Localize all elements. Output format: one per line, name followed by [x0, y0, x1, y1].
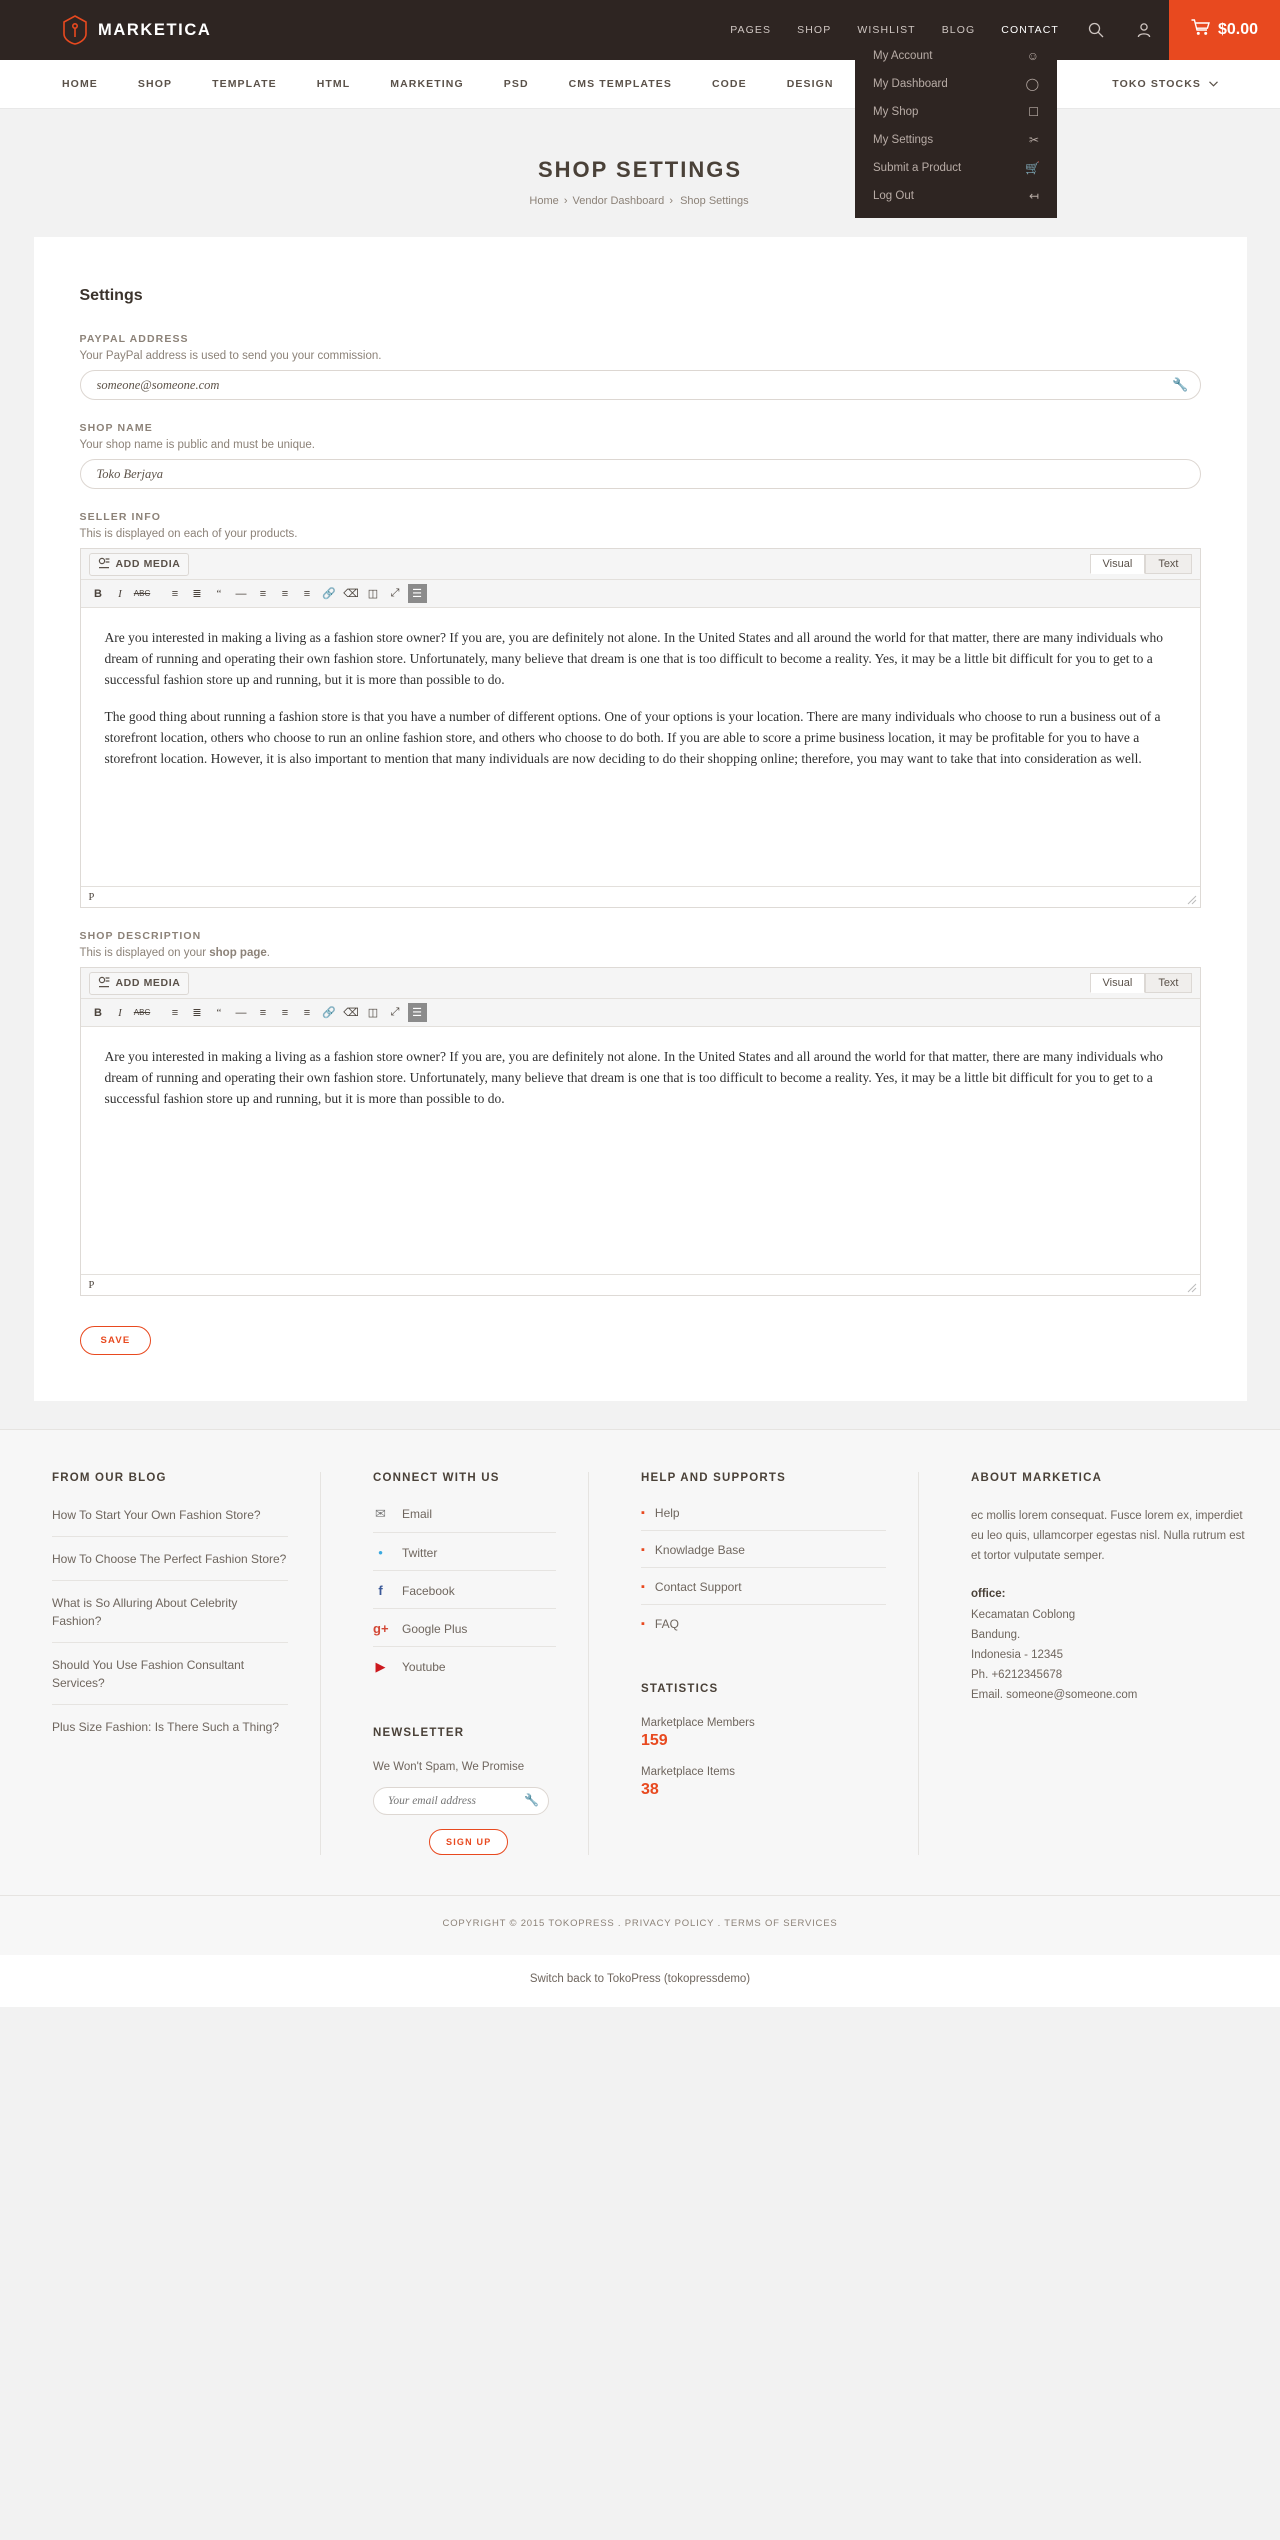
- footer-statistics-heading: STATISTICS: [641, 1683, 719, 1695]
- office-label: office:: [971, 1588, 1006, 1601]
- breadcrumb-separator: ›: [669, 195, 674, 207]
- footer-about-heading: ABOUT MARKETICA: [971, 1472, 1103, 1484]
- nav-item-marketing[interactable]: MARKETING: [390, 78, 464, 90]
- paypal-label: PAYPAL ADDRESS: [79, 333, 189, 345]
- bullet-icon: ▪: [641, 1544, 645, 1556]
- resize-handle[interactable]: [1187, 1283, 1197, 1293]
- seller-info-paragraph: Are you interested in making a living as a fashion store owner? If you are, you are definitely not alone. In the United States and all around the world for that matter, there are many individuals who dream of running and operating their own fashion store. Unfortunately, many believe that dream is one that is too difficult to become a reality. Yes, it may be a little bit difficult for you to get to a successful fashion store up and running, but it is more than possible to do.: [104, 630, 1164, 687]
- shop-description-status-bar: [81, 1274, 1200, 1295]
- help-link-contact-support[interactable]: [641, 1580, 886, 1605]
- shop-description-help: [80, 947, 1201, 959]
- settings-card: [34, 237, 1247, 1401]
- shop-description-paragraph: Are you interested in making a living as a fashion store owner? If you are, you are definitely not alone. In the United States and all around the world for that matter, there are many individuals who dream of running and operating their own fashion store. Unfortunately, many believe that dream is one that is too difficult to become a reality. Yes, it may be a little bit difficult for you to get to a successful fashion store up and running, but it is more than possible to do.: [104, 1049, 1164, 1106]
- shop-description-editor-tabs: [1090, 973, 1192, 993]
- nav-item-code[interactable]: CODE: [711, 78, 747, 90]
- logo-text: MARKETICA: [98, 20, 212, 39]
- footer-connect-column: [320, 1472, 588, 1855]
- account-dropdown-menu: [855, 36, 1057, 218]
- social-link-google-plus[interactable]: [373, 1621, 556, 1647]
- blockquote-icon[interactable]: “: [216, 1006, 222, 1019]
- shop-page-link[interactable]: shop page: [209, 947, 267, 959]
- shop-name-help: Your shop name is public and must be unique.: [79, 439, 315, 451]
- seller-info-label: SELLER INFO: [79, 511, 162, 523]
- social-label: Twitter: [402, 1545, 438, 1560]
- youtube-icon: ▶: [375, 1659, 386, 1674]
- page-title: SHOP SETTINGS: [537, 157, 743, 182]
- toko-stocks-menu[interactable]: [1112, 78, 1280, 90]
- newsletter-subtitle: We Won't Spam, We Promise: [373, 1761, 525, 1773]
- link-icon[interactable]: 🔗: [322, 588, 336, 600]
- bullet-icon: ▪: [641, 1507, 645, 1519]
- site-footer: [0, 1429, 1280, 1895]
- nav-item-cms-templates[interactable]: CMS TEMPLATES: [568, 78, 672, 90]
- footer-blog-column: [0, 1472, 320, 1855]
- shop-description-toolbar: [81, 999, 1200, 1027]
- topnav-item-contact[interactable]: CONTACT: [1001, 24, 1059, 36]
- toko-stocks-label: TOKO STOCKS: [1112, 78, 1201, 90]
- topnav-item-wishlist[interactable]: WISHLIST: [857, 24, 916, 36]
- tab-visual[interactable]: Visual: [1090, 973, 1146, 993]
- add-media-label: ADD MEDIA: [115, 558, 181, 570]
- social-link-twitter[interactable]: [373, 1545, 556, 1571]
- search-icon[interactable]: [1085, 19, 1107, 41]
- strikethrough-icon[interactable]: ABC: [133, 589, 151, 598]
- align-right-icon[interactable]: ≡: [303, 587, 311, 600]
- footer-newsletter-heading: NEWSLETTER: [373, 1727, 465, 1739]
- toolbar-toggle-icon[interactable]: ☰: [408, 584, 427, 603]
- help-label: Contact Support: [654, 1580, 742, 1594]
- menu-item-label: My Shop: [873, 106, 919, 118]
- numbered-list-icon[interactable]: ≣: [192, 1007, 202, 1019]
- shop-description-help-suffix: .: [266, 947, 270, 959]
- menu-item-label: Log Out: [873, 190, 914, 202]
- footer-help-heading: HELP AND SUPPORTS: [641, 1472, 787, 1484]
- shop-name-field-wrap: [80, 459, 1201, 489]
- user-icon[interactable]: [1133, 19, 1155, 41]
- breadcrumb: [0, 195, 1280, 207]
- scissors-icon: ✂: [1028, 133, 1039, 147]
- seller-info-status-bar: [81, 886, 1200, 907]
- topnav-item-shop[interactable]: SHOP: [797, 24, 832, 36]
- office-block: [971, 1584, 1248, 1705]
- bulleted-list-icon[interactable]: ≡: [171, 1006, 179, 1019]
- path-indicator: P: [88, 891, 95, 903]
- footer-blog-item[interactable]: What is So Alluring About Celebrity Fashion?: [52, 1594, 288, 1643]
- menu-item-submit-a-product[interactable]: [855, 154, 1057, 182]
- cart-icon: 🛒: [1025, 161, 1040, 175]
- nav-item-design[interactable]: DESIGN: [786, 78, 834, 90]
- user-icon: ☺: [1026, 49, 1039, 63]
- settings-heading: Settings: [79, 287, 143, 304]
- menu-item-label: My Account: [873, 50, 933, 62]
- stat-value-members: 159: [641, 1732, 668, 1749]
- fullscreen-icon[interactable]: ⤢: [390, 1006, 400, 1018]
- toolbar-separator: [155, 584, 163, 603]
- toolbar-toggle-icon[interactable]: ☰: [408, 1003, 427, 1022]
- footer-blog-item[interactable]: Should You Use Fashion Consultant Services?: [52, 1656, 288, 1705]
- switch-back-bar[interactable]: [0, 1955, 1280, 2007]
- bullet-icon: ▪: [641, 1618, 645, 1630]
- seller-info-content[interactable]: [81, 608, 1200, 886]
- unlink-icon[interactable]: ⌫: [343, 588, 359, 600]
- wrench-icon: 🔧: [524, 1793, 539, 1807]
- menu-item-my-dashboard[interactable]: [855, 70, 1057, 98]
- menu-item-log-out[interactable]: [855, 182, 1057, 210]
- media-icon: [98, 557, 110, 572]
- cart-button[interactable]: [1169, 0, 1280, 60]
- paypal-field-wrap: [80, 370, 1201, 400]
- breadcrumb-current: Shop Settings: [680, 195, 749, 207]
- shop-description-editor: [80, 967, 1201, 1296]
- insert-more-icon[interactable]: ◫: [367, 588, 379, 600]
- social-link-youtube[interactable]: [373, 1659, 556, 1685]
- help-link-faq[interactable]: [641, 1617, 886, 1641]
- facebook-icon: f: [378, 1583, 383, 1598]
- add-media-button[interactable]: [89, 972, 190, 995]
- breadcrumb-home[interactable]: Home: [529, 195, 559, 207]
- unlink-icon[interactable]: ⌫: [343, 1007, 359, 1019]
- help-label: Help: [654, 1506, 680, 1520]
- tab-text[interactable]: Text: [1145, 973, 1191, 993]
- help-label: FAQ: [654, 1617, 679, 1631]
- align-left-icon[interactable]: ≡: [259, 587, 267, 600]
- wrench-icon: 🔧: [1172, 377, 1189, 392]
- stat-label-items: Marketplace Items: [641, 1766, 735, 1778]
- help-label: Knowladge Base: [654, 1543, 745, 1557]
- save-button[interactable]: SAVE: [80, 1326, 152, 1355]
- newsletter-input-wrap: [373, 1787, 549, 1815]
- nav-item-template[interactable]: TEMPLATE: [212, 78, 277, 90]
- stat-value-items: 38: [641, 1781, 659, 1798]
- horizontal-rule-icon[interactable]: —: [235, 1006, 247, 1019]
- seller-info-editor: [80, 548, 1201, 908]
- nav-item-home[interactable]: HOME: [62, 78, 98, 90]
- office-line: Bandung.: [971, 1628, 1021, 1641]
- resize-handle[interactable]: [1187, 895, 1197, 905]
- copyright-bar: COPYRIGHT © 2015 TOKOPRESS . PRIVACY POLICY . TERMS OF SERVICES: [0, 1895, 1280, 1955]
- media-icon: [98, 976, 110, 991]
- newsletter-email-input[interactable]: [373, 1787, 549, 1815]
- cart-total: $0.00: [1217, 21, 1258, 38]
- align-right-icon[interactable]: ≡: [303, 1006, 311, 1019]
- footer-blog-item[interactable]: How To Choose The Perfect Fashion Store?: [52, 1550, 288, 1581]
- align-center-icon[interactable]: ≡: [281, 1006, 289, 1019]
- main-navigation: [0, 60, 1280, 109]
- fullscreen-icon[interactable]: ⤢: [390, 587, 400, 599]
- office-line: Ph. +6212345678: [971, 1668, 1063, 1681]
- italic-icon[interactable]: I: [118, 587, 122, 600]
- align-center-icon[interactable]: ≡: [281, 587, 289, 600]
- stat-label-members: Marketplace Members: [641, 1717, 755, 1729]
- bold-icon[interactable]: B: [94, 1006, 102, 1019]
- chevron-down-icon: [1209, 78, 1218, 90]
- google-plus-icon: g+: [373, 1621, 389, 1636]
- social-link-email[interactable]: [373, 1506, 556, 1533]
- breadcrumb-separator: ›: [563, 195, 568, 207]
- shop-name-label: SHOP NAME: [79, 422, 153, 434]
- tab-visual[interactable]: Visual: [1090, 554, 1146, 574]
- shop-description-content[interactable]: [81, 1027, 1200, 1274]
- paypal-help: Your PayPal address is used to send you your commission.: [79, 350, 382, 362]
- tab-text[interactable]: Text: [1145, 554, 1191, 574]
- seller-info-editor-topbar: [81, 549, 1200, 580]
- menu-item-my-shop[interactable]: [855, 98, 1057, 126]
- social-label: Youtube: [402, 1660, 446, 1674]
- menu-item-my-account[interactable]: [855, 42, 1057, 70]
- site-logo[interactable]: [0, 15, 211, 45]
- social-label: Email: [402, 1507, 433, 1521]
- help-link-knowledge-base[interactable]: [641, 1543, 886, 1568]
- social-link-facebook[interactable]: [373, 1583, 556, 1609]
- bullet-icon: ▪: [641, 1581, 645, 1593]
- path-indicator: P: [88, 1279, 95, 1291]
- blockquote-icon[interactable]: “: [216, 587, 222, 600]
- breadcrumb-vendor-dashboard[interactable]: Vendor Dashboard: [572, 195, 665, 207]
- office-line: Indonesia - 12345: [971, 1648, 1064, 1661]
- nav-item-shop[interactable]: SHOP: [137, 78, 173, 90]
- bold-icon[interactable]: B: [94, 587, 102, 600]
- bulleted-list-icon[interactable]: ≡: [171, 587, 179, 600]
- tag-icon: [62, 15, 88, 45]
- shop-description-help-prefix: This is displayed on your: [79, 947, 207, 959]
- seller-info-paragraph: The good thing about running a fashion store is that you have a number of different options. One of your options is your location. There are many individuals who choose to run a business out of a storefront location, others who choose to run an online fashion store, and others who choose to do both. If you are able to score a prime business location, it may be profitable for you to have a storefront location. However, it is also important to mention that many individuals are now deciding to do their shopping online; therefore, you may want to take that into consideration as well.: [104, 708, 1161, 766]
- topnav-item-pages[interactable]: PAGES: [730, 24, 772, 36]
- twitter-icon: •: [378, 1545, 383, 1560]
- strikethrough-icon[interactable]: ABC: [133, 1008, 151, 1017]
- topnav-item-blog[interactable]: BLOG: [941, 24, 976, 36]
- page-header: [0, 109, 1280, 237]
- switch-back-label: Switch back to TokoPress (tokopressdemo): [529, 1973, 751, 1985]
- menu-item-my-settings[interactable]: [855, 126, 1057, 154]
- shop-description-label: SHOP DESCRIPTION: [79, 930, 202, 942]
- cart-icon: [1191, 19, 1210, 41]
- social-label: Google Plus: [402, 1621, 468, 1636]
- shop-description-editor-topbar: [81, 968, 1200, 999]
- nav-item-html[interactable]: HTML: [316, 78, 351, 90]
- footer-connect-heading: CONNECT WITH US: [373, 1472, 500, 1484]
- seller-info-toolbar: [81, 580, 1200, 608]
- toolbar-separator: [155, 1003, 163, 1022]
- italic-icon[interactable]: I: [118, 1006, 122, 1019]
- bag-icon: ☐: [1028, 105, 1039, 119]
- add-media-label: ADD MEDIA: [115, 977, 181, 989]
- newsletter-signup-button[interactable]: SIGN UP: [429, 1829, 508, 1855]
- numbered-list-icon[interactable]: ≣: [192, 588, 202, 600]
- horizontal-rule-icon[interactable]: —: [235, 587, 247, 600]
- link-icon[interactable]: 🔗: [322, 1007, 336, 1019]
- menu-item-label: My Settings: [873, 134, 934, 146]
- logout-icon: ↤: [1028, 189, 1039, 203]
- shop-name-input[interactable]: [80, 459, 1201, 489]
- menu-item-label: Submit a Product: [873, 162, 962, 174]
- paypal-input[interactable]: [80, 370, 1201, 400]
- align-left-icon[interactable]: ≡: [259, 1006, 267, 1019]
- envelope-icon: ✉: [375, 1506, 386, 1521]
- footer-blog-item[interactable]: Plus Size Fashion: Is There Such a Thing?: [52, 1720, 280, 1734]
- menu-item-label: My Dashboard: [873, 78, 948, 90]
- footer-blog-item[interactable]: How To Start Your Own Fashion Store?: [52, 1506, 288, 1537]
- footer-blog-heading: FROM OUR BLOG: [52, 1472, 167, 1484]
- office-line: Email. someone@someone.com: [971, 1689, 1138, 1701]
- clock-icon: ◯: [1025, 77, 1039, 91]
- help-link-help[interactable]: [641, 1506, 886, 1531]
- nav-item-psd[interactable]: PSD: [503, 78, 529, 90]
- social-label: Facebook: [402, 1583, 455, 1598]
- insert-more-icon[interactable]: ◫: [367, 1007, 379, 1019]
- top-bar: [0, 0, 1280, 60]
- add-media-button[interactable]: [89, 553, 190, 576]
- office-line: Kecamatan Coblong: [971, 1608, 1076, 1621]
- about-text: ec mollis lorem consequat. Fusce lorem ex, imperdiet eu leo quis, ullamcorper egestas nisl. Nulla rutrum est et tortor vulputate semper.: [971, 1510, 1245, 1563]
- seller-info-editor-tabs: [1090, 554, 1192, 574]
- footer-about-column: [918, 1472, 1280, 1855]
- seller-info-help: This is displayed on each of your products.: [79, 528, 298, 540]
- footer-help-column: [588, 1472, 918, 1855]
